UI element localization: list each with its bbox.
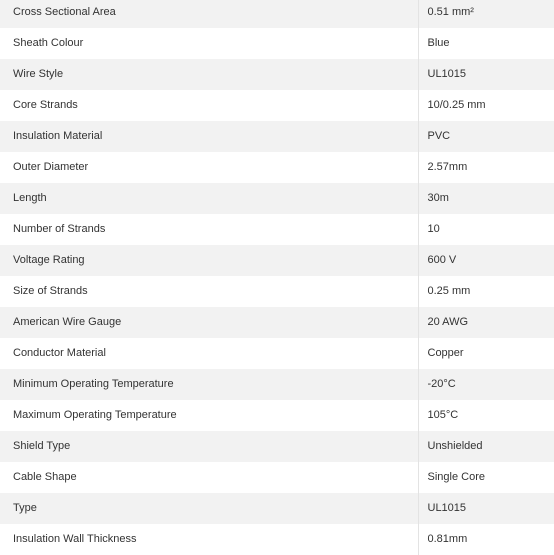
spec-value: 0.51 mm²: [418, 0, 554, 28]
spec-label: Outer Diameter: [0, 152, 418, 183]
spec-row: [0, 214, 554, 245]
spec-label: American Wire Gauge: [0, 307, 418, 338]
spec-label: Maximum Operating Temperature: [0, 400, 418, 431]
spec-row: [0, 0, 554, 28]
spec-row: [0, 338, 554, 369]
spec-row: [0, 431, 554, 462]
spec-value: -20°C: [418, 369, 554, 400]
spec-label: Sheath Colour: [0, 28, 418, 59]
spec-row: [0, 59, 554, 90]
spec-label: Cross Sectional Area: [0, 0, 418, 28]
spec-label: Cable Shape: [0, 462, 418, 493]
spec-value: 30m: [418, 183, 554, 214]
spec-row: [0, 28, 554, 59]
spec-value: Single Core: [418, 462, 554, 493]
spec-label: Length: [0, 183, 418, 214]
spec-row: [0, 524, 554, 555]
spec-row: [0, 152, 554, 183]
spec-row: [0, 245, 554, 276]
spec-label: Type: [0, 493, 418, 524]
spec-label: Number of Strands: [0, 214, 418, 245]
spec-label: Insulation Material: [0, 121, 418, 152]
spec-value: PVC: [418, 121, 554, 152]
spec-value: UL1015: [418, 493, 554, 524]
spec-label: Voltage Rating: [0, 245, 418, 276]
spec-label: Size of Strands: [0, 276, 418, 307]
spec-value: 10/0.25 mm: [418, 90, 554, 121]
spec-row: [0, 400, 554, 431]
spec-row: [0, 183, 554, 214]
spec-row: [0, 276, 554, 307]
spec-value: Copper: [418, 338, 554, 369]
spec-value: 0.81mm: [418, 524, 554, 555]
spec-label: Wire Style: [0, 59, 418, 90]
spec-row: [0, 493, 554, 524]
spec-label: Core Strands: [0, 90, 418, 121]
spec-label: Shield Type: [0, 431, 418, 462]
spec-value: 0.25 mm: [418, 276, 554, 307]
spec-value: 20 AWG: [418, 307, 554, 338]
spec-label: Insulation Wall Thickness: [0, 524, 418, 555]
spec-row: [0, 90, 554, 121]
spec-value: 105°C: [418, 400, 554, 431]
spec-value: 2.57mm: [418, 152, 554, 183]
spec-value: 600 V: [418, 245, 554, 276]
spec-value: UL1015: [418, 59, 554, 90]
spec-value: Blue: [418, 28, 554, 59]
spec-value: 10: [418, 214, 554, 245]
spec-label: Conductor Material: [0, 338, 418, 369]
spec-row: [0, 121, 554, 152]
spec-row: [0, 462, 554, 493]
spec-label: Minimum Operating Temperature: [0, 369, 418, 400]
spec-row: [0, 307, 554, 338]
spec-value: Unshielded: [418, 431, 554, 462]
spec-row: [0, 369, 554, 400]
